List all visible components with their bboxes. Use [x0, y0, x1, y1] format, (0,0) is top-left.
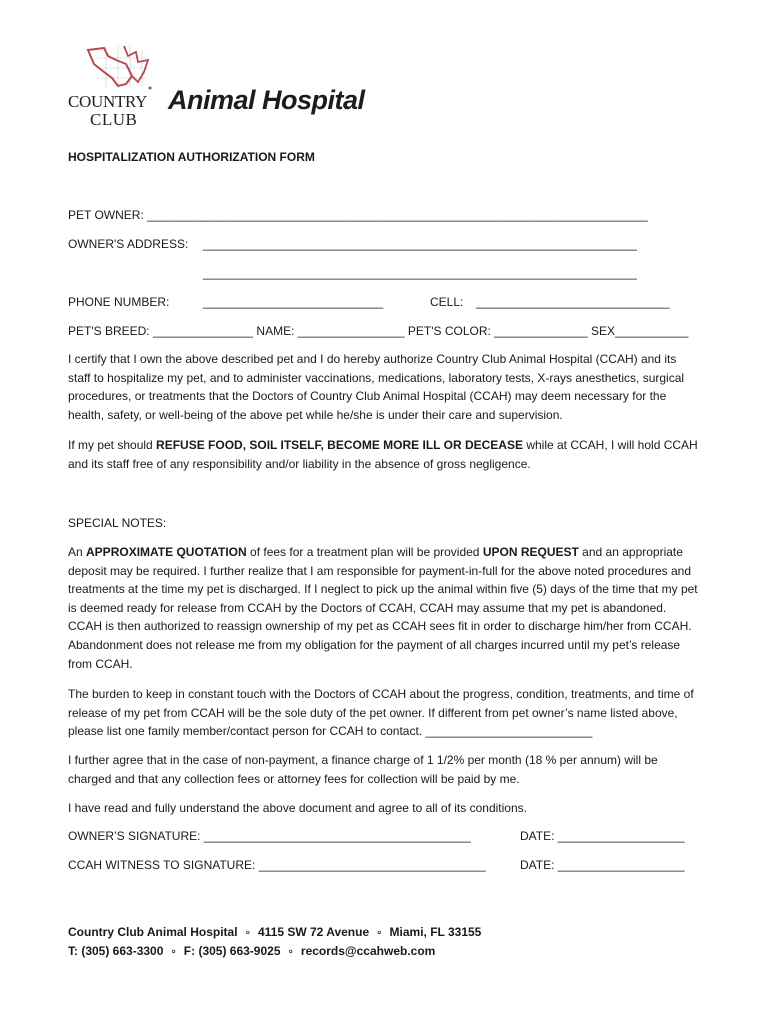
phone-number-line[interactable]: ___________________________	[203, 295, 384, 309]
owner-signature-field[interactable]: OWNER’S SIGNATURE: ________________________________________	[68, 829, 471, 843]
dog-cat-logo-icon	[82, 42, 154, 94]
quotation-paragraph	[68, 543, 700, 673]
phone-number-label: PHONE NUMBER:	[68, 295, 170, 309]
owners-address-label: OWNER'S ADDRESS:	[68, 237, 189, 251]
pet-owner-field[interactable]: PET OWNER: ___________________________________________________________________________	[68, 208, 648, 222]
footer-city: Miami, FL 33155	[389, 925, 482, 939]
special-notes-label: SPECIAL NOTES:	[68, 516, 167, 530]
footer-line-2	[68, 942, 435, 962]
read-agree-paragraph: I have read and fully understand the above document and agree to all of its conditions.	[68, 801, 527, 815]
quote-mid: of fees for a treatment plan will be provided	[246, 545, 483, 559]
footer-line-1	[68, 923, 481, 943]
owner-date-field[interactable]: DATE: ___________________	[520, 829, 685, 843]
logo-country-text: COUNTRY	[68, 92, 148, 111]
footer-phone: T: (305) 663-3300	[68, 944, 164, 958]
finance-paragraph: I further agree that in the case of non-payment, a finance charge of 1 1/2% per month (18 % per annum) will be charged and that any collection fees or attorney fees for collection will be paid by me.	[68, 753, 658, 786]
owners-address-line-2[interactable]: _________________________________________________________________	[203, 266, 637, 280]
cell-label: CELL:	[430, 295, 464, 309]
logo-animal-hospital-text: Animal Hospital	[168, 85, 365, 115]
witness-signature-field[interactable]: CCAH WITNESS TO SIGNATURE: __________________________________	[68, 858, 486, 872]
refuse-bold: REFUSE FOOD, SOIL ITSELF, BECOME MORE ILL OR DECEASE	[156, 438, 523, 452]
refuse-paragraph	[68, 436, 700, 473]
footer-email-link[interactable]: records@ccahweb.com	[300, 944, 436, 958]
logo-club-text: CLUB	[90, 110, 138, 129]
cell-line[interactable]: _____________________________	[476, 295, 670, 309]
separator-icon: ⚬	[243, 928, 252, 939]
owners-address-line-1[interactable]: _________________________________________________________________	[203, 237, 637, 251]
footer-address: 4115 SW 72 Avenue	[257, 925, 370, 939]
witness-date-field[interactable]: DATE: ___________________	[520, 858, 685, 872]
pet-details-row[interactable]: PET'S BREED: _______________ NAME: ________________ PET'S COLOR: ______________ SEX___________	[68, 324, 689, 338]
quote-prefix: An	[68, 545, 87, 559]
certify-paragraph: I certify that I own the above described pet and I do hereby authorize Country Club Animal Hospital (CCAH) and its staff to hospitalize my pet, and to administer vaccinations, medications, laboratory tests, X-rays anesthetics, surgical procedures, or treatments that the Doctors of Country Club Animal Hospital (CCAH) may deem necessary for the health, safety, or well-being of the above pet while he/she is under their care and supervision.	[68, 352, 685, 422]
separator-icon: ⚬	[286, 947, 295, 958]
footer-fax: F: (305) 663-9025	[183, 944, 281, 958]
footer-clinic-name: Country Club Animal Hospital	[68, 925, 238, 939]
quote-bold-upon-request: UPON REQUEST	[482, 545, 579, 559]
separator-icon: ⚬	[169, 947, 178, 958]
separator-icon: ⚬	[375, 928, 384, 939]
refuse-suffix: while at CCAH, I will hold CCAH and its staff free of any responsibility and/or liability in the absence of gross negligence.	[68, 438, 698, 471]
quote-suffix: and an appropriate deposit may be required. I further realize that I am responsible for payment-in-full for the above noted procedures and treatments at the time my pet is discharged. If I neglect to pick up the animal within five (5) days of the time that my pet is deemed ready for release from CCAH by the Doctors of CCAH, CCAH may assume that my pet is abandoned. CCAH is then authorized to reassign ownership of my pet as CCAH sees fit in order to discharge him/her from CCAH. Abandonment does not release me from my obligation for the payment of all charges incurred until my pet’s release from CCAH.	[68, 545, 698, 671]
refuse-prefix: If my pet should	[68, 438, 157, 452]
quote-bold-approximate: APPROXIMATE QUOTATION	[86, 545, 247, 559]
burden-paragraph: The burden to keep in constant touch with the Doctors of CCAH about the progress, condition, treatments, and time of release of my pet from CCAH will be the sole duty of the pet owner. If different from pet owner’s name listed above, please list one family member/contact person for CCAH to contact. _________________________	[68, 687, 694, 739]
form-title: HOSPITALIZATION AUTHORIZATION FORM	[68, 150, 315, 164]
